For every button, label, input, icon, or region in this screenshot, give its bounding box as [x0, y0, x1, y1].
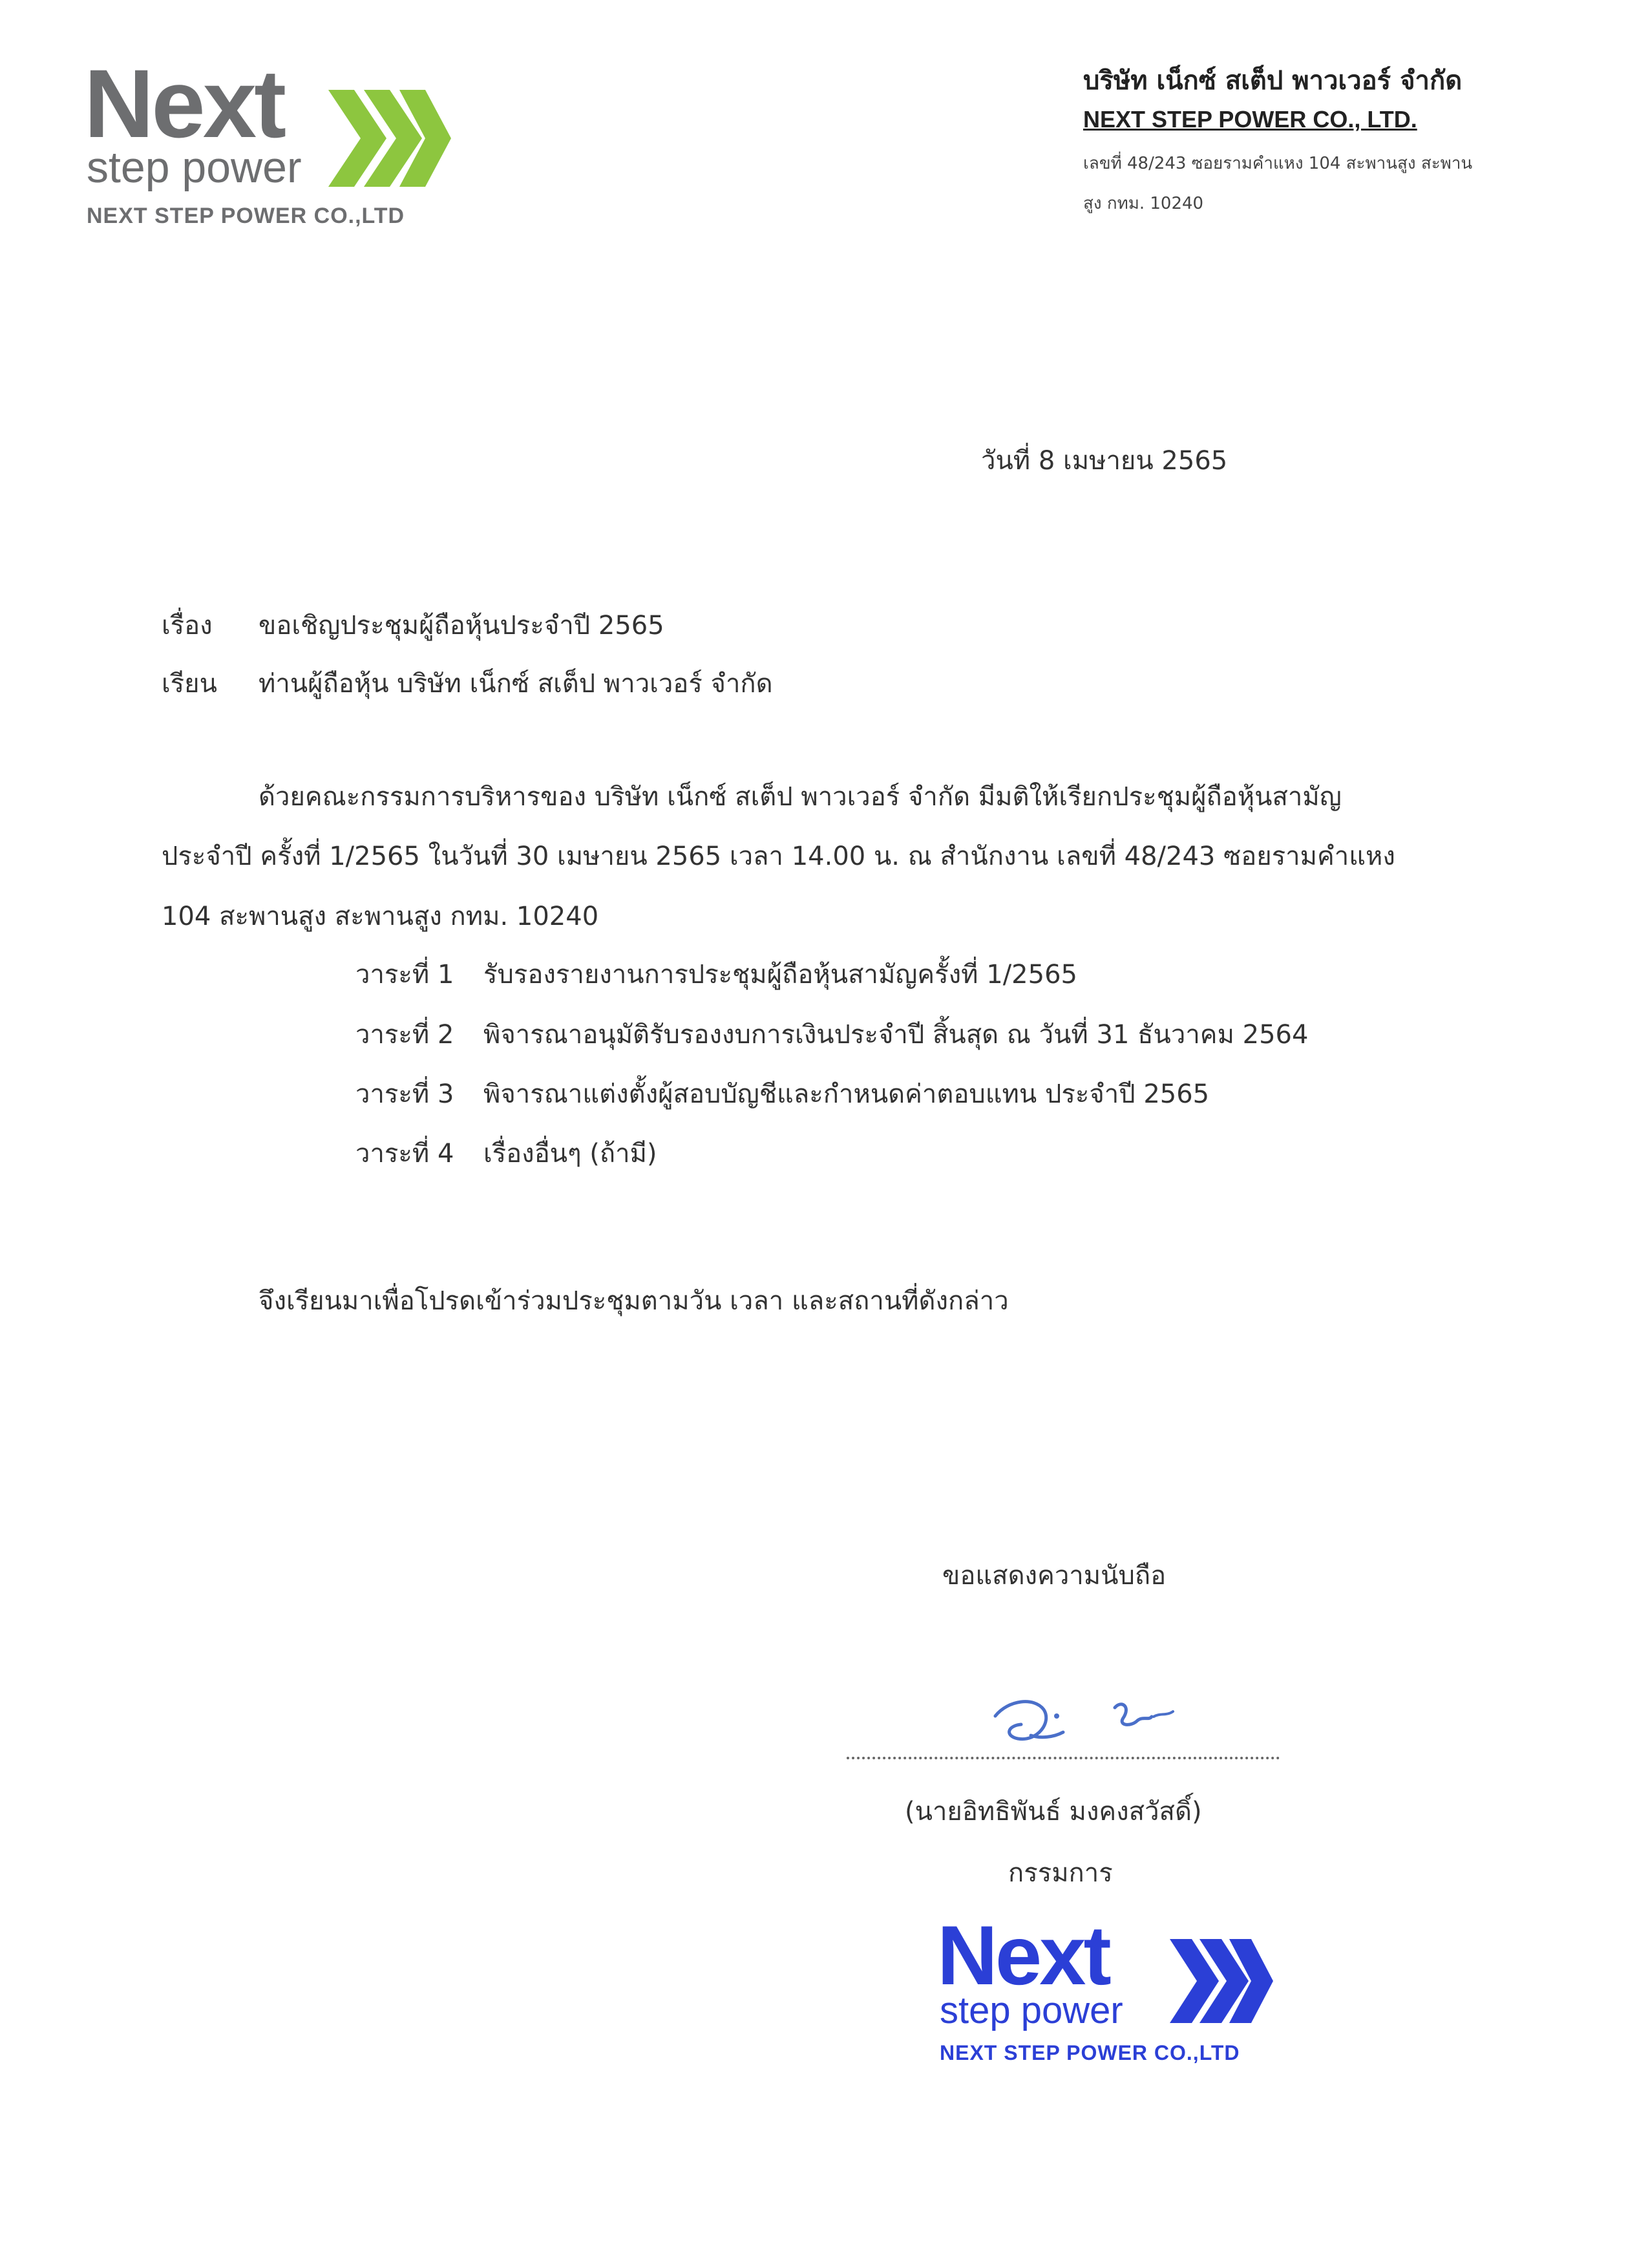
agenda-label: วาระที่ 1	[355, 960, 454, 990]
subject-text: ขอเชิญประชุมผู้ถือหุ้นประจำปี 2565	[259, 611, 664, 641]
body-line3: 104 สะพานสูง สะพานสูง กทม. 10240	[162, 902, 599, 931]
company-name-en: NEXT STEP POWER CO., LTD.	[1083, 106, 1417, 132]
agenda-label: วาระที่ 3	[355, 1079, 454, 1109]
agenda-text: รับรองรายงานการประชุมผู้ถือหุ้นสามัญครั้งที่ 1/2565	[483, 960, 1077, 990]
subject-label: เรื่อง	[162, 611, 213, 641]
signer-name: (นายอิทธิพันธ์ มงคงสวัสดิ์)	[905, 1797, 1202, 1827]
agenda-label: วาระที่ 4	[355, 1139, 454, 1169]
agenda-text: พิจารณาอนุมัติรับรองงบการเงินประจำปี สิ้นสุด ณ วันที่ 31 ธันวาคม 2564	[483, 1020, 1309, 1050]
logo-tagline: step power	[87, 143, 302, 192]
stamp-tagline: step power	[940, 1989, 1123, 2031]
company-address-line2: สูง กทม. 10240	[1083, 194, 1204, 213]
letter-date: วันที่ 8 เมษายน 2565	[981, 446, 1228, 476]
chevrons-icon	[328, 77, 451, 200]
company-stamp	[937, 1908, 1299, 2068]
body-line2: ประจำปี ครั้งที่ 1/2565 ในวันที่ 30 เมษายน 2565 เวลา 14.00 น. ณ สำนักงาน เลขที่ 48/243 ซอยรามคำแหง	[162, 842, 1395, 871]
recipient-label: เรียน	[162, 669, 217, 699]
agenda-text: เรื่องอื่นๆ (ถ้ามี)	[483, 1139, 657, 1169]
agenda-label: วาระที่ 2	[355, 1020, 454, 1050]
handwritten-signature	[982, 1680, 1202, 1758]
stamp-company: NEXT STEP POWER CO.,LTD	[940, 2041, 1240, 2064]
signature-line	[847, 1757, 1280, 1759]
stamp-word: Next	[937, 1908, 1109, 2002]
agenda-text: พิจารณาแต่งตั้งผู้สอบบัญชีและกำหนดค่าตอบแทน ประจำปี 2565	[483, 1079, 1210, 1109]
logo-word: Next	[84, 49, 284, 158]
closing-text: จึงเรียนมาเพื่อโปรดเข้าร่วมประชุมตามวัน เวลา และสถานที่ดังกล่าว	[259, 1286, 1009, 1316]
signer-position: กรรมการ	[1008, 1858, 1113, 1888]
body-line1: ด้วยคณะกรรมการบริหารของ บริษัท เน็กซ์ สเต็ป พาวเวอร์ จำกัด มีมติให้เรียกประชุมผู้ถือหุ้นสามัญ	[259, 782, 1342, 812]
logo-company: NEXT STEP POWER CO.,LTD	[87, 204, 405, 228]
recipient-text: ท่านผู้ถือหุ้น บริษัท เน็กซ์ สเต็ป พาวเวอร์ จำกัด	[259, 669, 773, 699]
regards-text: ขอแสดงความนับถือ	[942, 1561, 1167, 1591]
chevrons-icon	[1170, 1933, 1273, 2030]
company-address-line1: เลขที่ 48/243 ซอยรามคำแหง 104 สะพานสูง สะพาน	[1083, 154, 1473, 173]
header-logo	[84, 49, 446, 236]
company-name-th: บริษัท เน็กซ์ สเต็ป พาวเวอร์ จำกัด	[1083, 66, 1463, 96]
